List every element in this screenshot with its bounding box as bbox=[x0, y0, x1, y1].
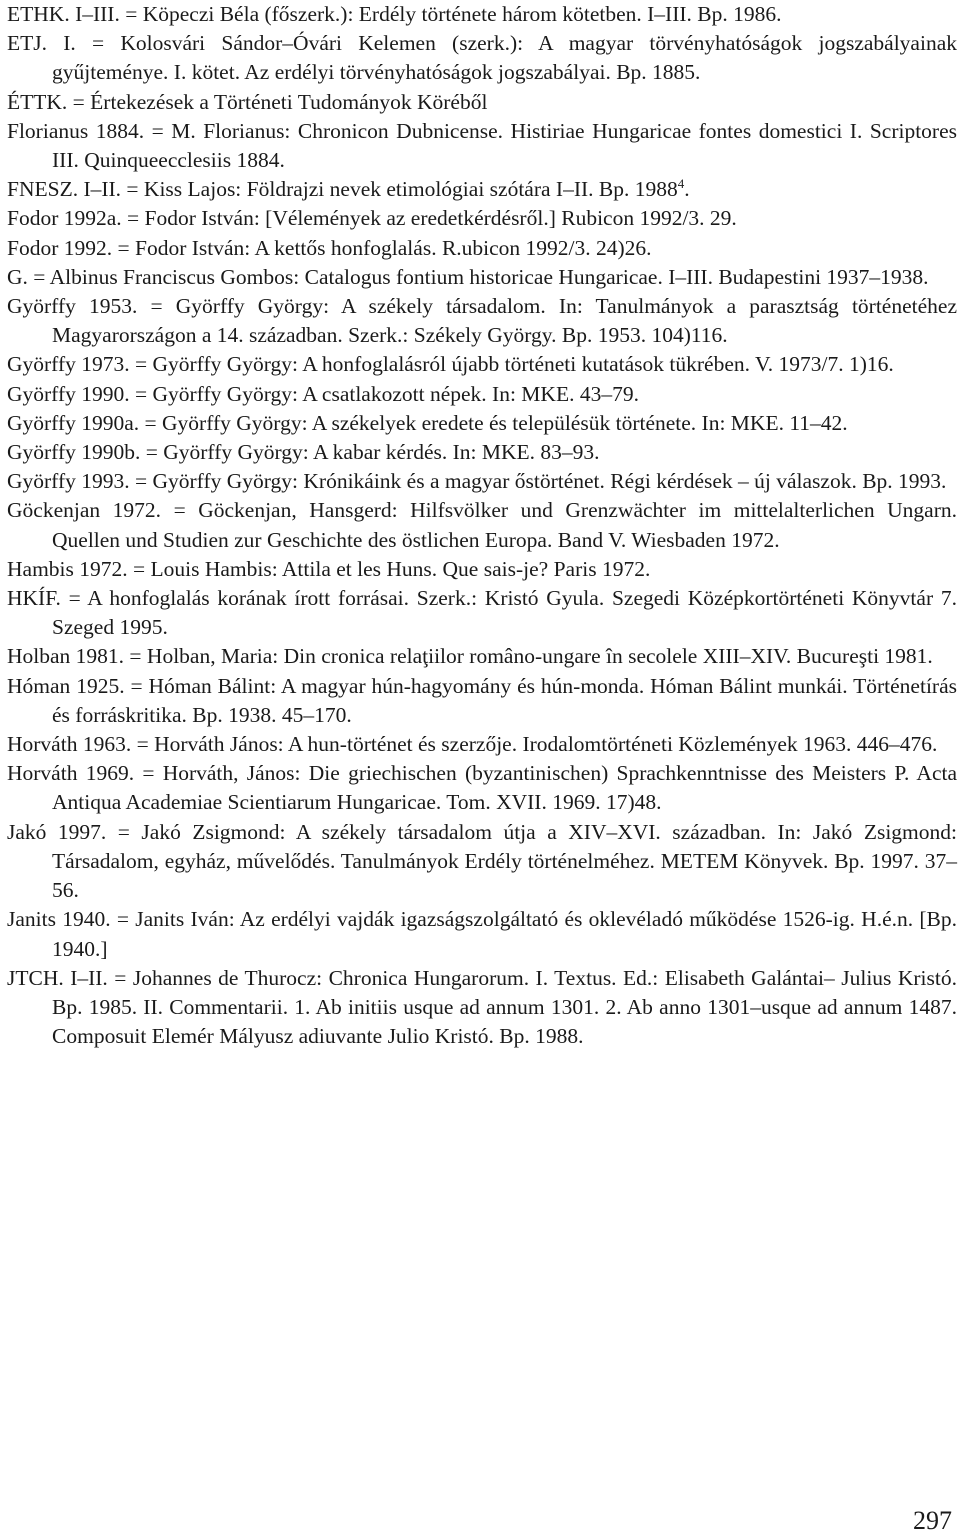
bibliography-entry-ethk: ETHK. I–III. = Köpeczi Béla (főszerk.): Erdély története három kötetben. I–III. Bp. 1986. bbox=[7, 2, 782, 26]
bibliography-entry-ettk: ÉTTK. = Értekezések a Történeti Tudományok Köréből bbox=[7, 89, 488, 114]
bibliography-entry-gyorffy-1990a: Györffy 1990a. = Györffy György: A székelyek eredete és településük története. In: MKE. 11–42. bbox=[7, 410, 848, 435]
bibliography-entry-gyorffy-1973: Györffy 1973. = Györffy György: A honfoglalásról újabb történeti kutatások tükrében. V. 1973/7. 1)16. bbox=[7, 352, 894, 377]
bibliography-entry-horvath-1969: Horváth 1969. = Horváth, János: Die griechischen (byzantinischen) Sprachkenntnisse des Meisters P. Acta Antiqua Academiae Scientiarum Hungaricae. Tom. XVII. 1969. 17)48. bbox=[7, 761, 957, 815]
bibliography-entry-jako-1997: Jakó 1997. = Jakó Zsigmond: A székely társadalom útja a XIV–XVI. században. In: Jakó Zsigmond: Társadalom, egyház, művelődés. Tanulmányok Erdély történelméhez. METEM Könyvek. Bp. 1997. 37–56. bbox=[7, 819, 957, 903]
bibliography-entry-hambis-1972: Hambis 1972. = Louis Hambis: Attila et les Huns. Que sais-je? Paris 1972. bbox=[7, 556, 651, 581]
bibliography-entry-florianus-1884: Florianus 1884. = M. Florianus: Chronicon Dubnicense. Histiriae Hungaricae fontes domestici I. Scriptores III. Quinqueecclesiis 1884. bbox=[7, 118, 957, 173]
bibliography-entry-fodor-1992a: Fodor 1992a. = Fodor István: [Vélemények az eredetkérdésről.] Rubicon 1992/3. 29. bbox=[7, 206, 737, 231]
bibliography-entry-horvath-1963: Horváth 1963. = Horváth János: A hun-történet és szerzője. Irodalomtörténeti Közlemények 1963. 446–476. bbox=[7, 732, 938, 757]
page-number: 297 bbox=[913, 1506, 952, 1535]
bibliography-entry-homan-1925: Hóman 1925. = Hóman Bálint: A magyar hún-hagyomány és hún-monda. Hóman Bálint munkái. Történetírás és forráskritika. Bp. 1938. 45–170. bbox=[7, 673, 957, 727]
bibliography-entry-gyorffy-1990b: Györffy 1990b. = Györffy György: A kabar kérdés. In: MKE. 83–93. bbox=[7, 440, 600, 465]
bibliography-entry-gockenjan-1972: Göckenjan 1972. = Göckenjan, Hansgerd: Hilfsvölker und Grenzwächter im mittelalterlichen Ungarn. Quellen und Studien zur Geschichte des östlichen Europa. Band V. Wiesbaden 1972. bbox=[7, 498, 957, 552]
bibliography-entry-holban-1981: Holban 1981. = Holban, Maria: Din cronica relaţiilor româno-ungare în secolele XIII–XIV. Bucureşti 1981. bbox=[7, 644, 933, 669]
bibliography-entry-fnesz bbox=[7, 175, 957, 204]
bibliography-entry-hkif: HKÍF. = A honfoglalás korának írott forrásai. Szerk.: Kristó Gyula. Szegedi Középkortörténeti Könyvtár 7. Szeged 1995. bbox=[7, 586, 957, 640]
edition-superscript: 4 bbox=[677, 176, 685, 192]
bibliography-entry-gyorffy-1990: Györffy 1990. = Györffy György: A csatlakozott népek. In: MKE. 43–79. bbox=[7, 381, 639, 406]
bibliography-entry-gyorffy-1953: Györffy 1953. = Györffy György: A székely társadalom. In: Tanulmányok a parasztság történetéhez Magyarországon a 14. században. Szerk.: Székely György. Bp. 1953. 104)116. bbox=[7, 294, 957, 348]
bibliography-entry-etj: ETJ. I. = Kolosvári Sándor–Óvári Kelemen (szerk.): A magyar törvényhatóságok jogszabályainak gyűjteménye. I. kötet. Az erdélyi törvényhatóságok jogszabályai. Bp. 1885. bbox=[7, 31, 957, 85]
bibliography-entry-jtch: JTCH. I–II. = Johannes de Thurocz: Chronica Hungarorum. I. Textus. Ed.: Elisabeth Galántai– Julius Kristó. Bp. 1985. II. Commentarii. 1. Ab initiis usque ad annum 1301. 2. Ab anno 1301–usque ad annum 1487. Composuit Elemér Mályusz adiuvante Julio Kristó. Bp. 1988. bbox=[7, 965, 957, 1049]
bibliography-entry-g: G. = Albinus Franciscus Gombos: Catalogus fontium historicae Hungaricae. I–III. Budapestini 1937–1938. bbox=[7, 264, 929, 289]
bibliography-list bbox=[7, 0, 957, 1051]
fnesz-trailing-period: . bbox=[684, 177, 690, 202]
fnesz-text: FNESZ. I–II. = Kiss Lajos: Földrajzi nevek etimológiai szótára I–II. Bp. 1988 bbox=[7, 177, 678, 202]
bibliography-entry-janits-1940: Janits 1940. = Janits Iván: Az erdélyi vajdák igazságszolgáltató és oklevéladó működése 1526-ig. H.é.n. [Bp. 1940.] bbox=[7, 907, 957, 961]
bibliography-entry-gyorffy-1993: Györffy 1993. = Györffy György: Krónikáink és a magyar őstörténet. Régi kérdések – új válaszok. Bp. 1993. bbox=[7, 469, 947, 494]
bibliography-entry-fodor-1992: Fodor 1992. = Fodor István: A kettős honfoglalás. R.ubicon 1992/3. 24)26. bbox=[7, 235, 652, 260]
